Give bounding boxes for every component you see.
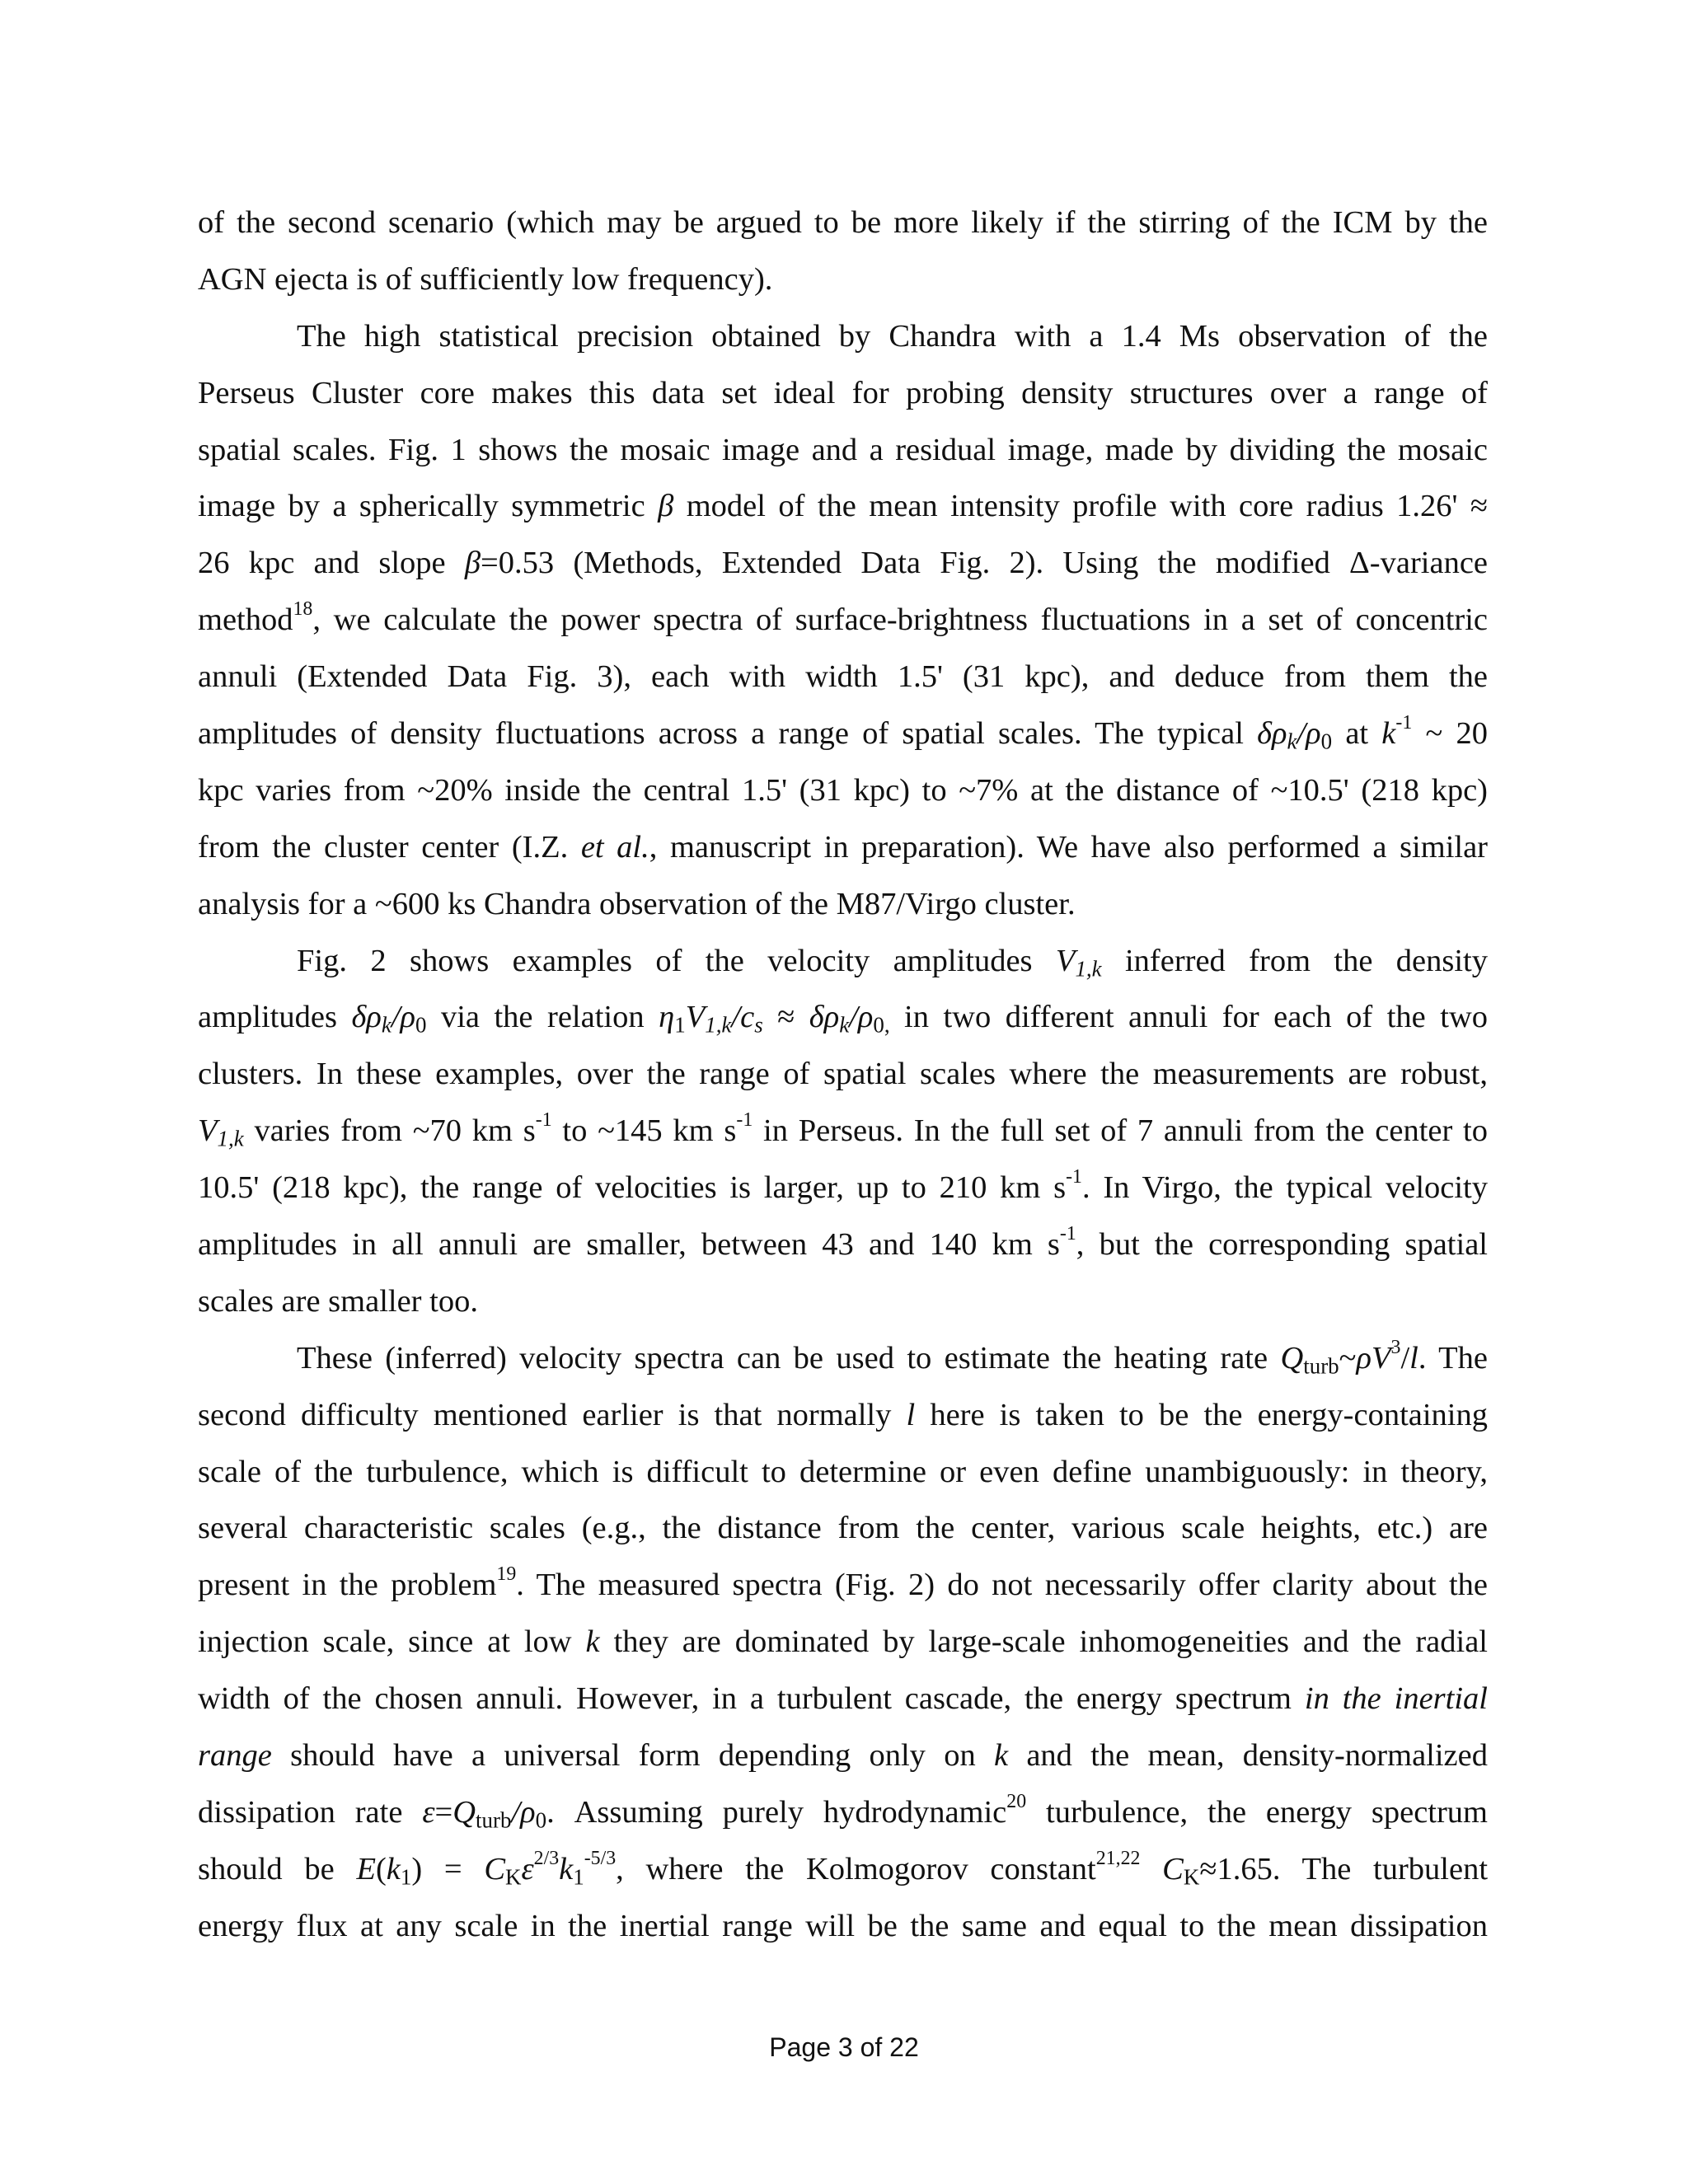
text-line: injection scale, since at low k they are dominated by large-scale inhomogeneities and the radial	[198, 1624, 1488, 1660]
text-line: of the second scenario (which may be argued to be more likely if the stirring of the ICM by the	[198, 205, 1488, 240]
text-line: dissipation rate $\varepsilon=Q_{turb}/\rho_0$. Assuming purely hydrodynamic$^{20}$ turbulence, the energy spectrum	[198, 1791, 1488, 1833]
text-line: spatial scales. Fig. 1 shows the mosaic image and a residual image, made by dividing the mosaic	[198, 432, 1488, 467]
text-line: image by a spherically symmetric β model of the mean intensity profile with core radius 1.26' ≈	[198, 489, 1488, 524]
citation: 18	[293, 598, 313, 621]
text-line: kpc varies from ~20% inside the central 1.5' (31 kpc) to ~7% at the distance of ~10.5' (218 kpc)	[198, 772, 1488, 808]
text-line: energy flux at any scale in the inertial range will be the same and equal to the mean dissipation	[198, 1908, 1488, 1943]
text-line: The high statistical precision obtained by Chandra with a 1.4 Ms observation of the	[297, 318, 1488, 354]
text-line: analysis for a ~600 ks Chandra observation of the M87/Virgo cluster.	[198, 886, 1076, 921]
citation: 19	[496, 1563, 517, 1586]
text-line: amplitudes $\delta\rho_k/\rho_0$ via the relation $\eta_1V_{1,k}/c_s \approx \delta\rho_k/\rho_{0,}$ in two different annuli for each of the two	[198, 1000, 1488, 1038]
text-line: several characteristic scales (e.g., the distance from the center, various scale heights, etc.) are	[198, 1511, 1488, 1546]
text-line: amplitudes in all annuli are smaller, between 43 and 140 km $s^{-1}$, but the corresponding spatial	[198, 1223, 1488, 1263]
citation: 20	[1006, 1791, 1027, 1813]
text-line: clusters. In these examples, over the range of spatial scales where the measurements are robust,	[198, 1057, 1488, 1092]
text-line: should be $E(k_1) = C_K\varepsilon^{2/3}k_1^{-5/3}$, where the Kolmogorov constant$^{21,22}$ $C_K\approx 1.65$. The turbulent	[198, 1847, 1488, 1890]
text-line: annuli (Extended Data Fig. 3), each with width 1.5' (31 kpc), and deduce from them the	[198, 659, 1488, 695]
page-number: Page 3 of 22	[769, 2032, 919, 2062]
text-line: 26 kpc and slope β=0.53 (Methods, Extended Data Fig. 2). Using the modified Δ-variance	[198, 546, 1488, 581]
text-line: present in the problem$^{19}$. The measured spectra (Fig. 2) do not necessarily offer clarity about the	[198, 1563, 1488, 1603]
text-line: Fig. 2 shows examples of the velocity amplitudes $V_{1,k}$ inferred from the density	[297, 943, 1488, 982]
text-line: Perseus Cluster core makes this data set ideal for probing density structures over a range of	[198, 375, 1488, 410]
text-line: amplitudes of density fluctuations across a range of spatial scales. The typical $\delta\rho_k/\rho_0$ at $k^{-1}$ ~ 20	[198, 712, 1488, 754]
text-line: These (inferred) velocity spectra can be used to estimate the heating rate $Q_{turb}\sim\rho V^3/l$. The	[297, 1336, 1488, 1379]
text-line: second difficulty mentioned earlier is that normally l here is taken to be the energy-containing	[198, 1397, 1488, 1432]
text-line: method$^{18}$, we calculate the power spectra of surface-brightness fluctuations in a set of concentric	[198, 598, 1488, 638]
text-line: 10.5' (218 kpc), the range of velocities is larger, up to 210 km $s^{-1}$. In Virgo, the typical velocity	[198, 1166, 1488, 1206]
text-line: from the cluster center (I.Z. et al., manuscript in preparation). We have also performed a similar	[198, 829, 1488, 865]
text-line: AGN ejecta is of sufficiently low frequency).	[198, 261, 773, 297]
text-line: width of the chosen annuli. However, in a turbulent cascade, the energy spectrum in the inertial	[198, 1681, 1488, 1717]
text-line: scale of the turbulence, which is difficult to determine or even define unambiguously: in theory,	[198, 1454, 1488, 1489]
text-line: scales are smaller too.	[198, 1283, 478, 1319]
body-text	[198, 194, 1488, 1955]
text-line: $V_{1,k}$ varies from ~70 km $s^{-1}$ to ~145 km $s^{-1}$ in Perseus. In the full set of 7 annuli from the center to	[198, 1109, 1488, 1151]
text-line: range should have a universal form depending only on k and the mean, density-normalized	[198, 1738, 1488, 1774]
citation: 21,22	[1095, 1847, 1141, 1869]
